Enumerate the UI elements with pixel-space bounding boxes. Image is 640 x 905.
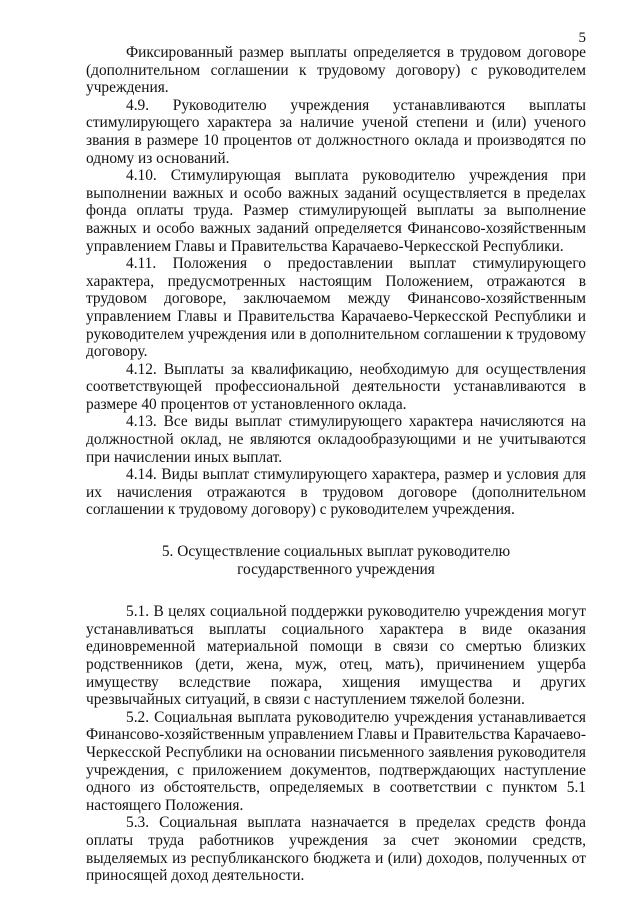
paragraph-fixed-payment: Фиксированный размер выплаты определяется в трудовом договоре (дополнительном соглашении к трудовому договору) с руководителем учреждения. (86, 44, 586, 97)
paragraph-4-9: 4.9. Руководителю учреждения устанавливаются выплаты стимулирующего характера за наличие ученой степени и (или) ученого звания в размере 10 процентов от должностного оклада и производятся по одному из оснований. (86, 96, 586, 167)
paragraph-4-14: 4.14. Виды выплат стимулирующего характера, размер и условия для их начисления отражаются в трудовом договоре (дополнительном соглашении к трудовому договору) с руководителем учреждения. (86, 466, 586, 519)
paragraph-4-11: 4.11. Положения о предоставлении выплат стимулирующего характера, предусмотренных настоящим Положением, отражаются в трудовом договоре, заключаемом между Финансово-хозяйственным управлением Главы и Правительства Карачаево-Черкесской Республики и руководителем учреждения или в дополнительном соглашении к трудовому договору. (86, 255, 586, 361)
paragraph-5-3: 5.3. Социальная выплата назначается в пределах средств фонда оплаты труда работников учреждения за счет экономии средств, выделяемых из республиканского бюджета и (или) доходов, полученных от приносящей доход деятельности. (86, 814, 586, 885)
section-heading-line2: государственного учреждения (237, 560, 435, 578)
paragraph-5-2: 5.2. Социальная выплата руководителю учреждения устанавливается Финансово-хозяйственным управлением Главы и Правительства Карачаево-Черкесской Республики на основании письменного заявления руководителя учреждения, с приложением документов, подтверждающих наступление одного из обстоятельств, определяемых в соответствии с пунктом 5.1 настоящего Положения. (86, 708, 586, 814)
document-body (86, 44, 586, 885)
paragraph-4-12: 4.12. Выплаты за квалификацию, необходимую для осуществления соответствующей профессиональной деятельности устанавливаются в размере 40 процентов от установленного оклада. (86, 360, 586, 413)
section-heading (86, 543, 586, 578)
page-number: 5 (578, 30, 586, 46)
paragraph-5-1: 5.1. В целях социальной поддержки руководителю учреждения могут устанавливаться выплаты социального характера в виде оказания единовременной материальной помощи в связи со смертью близких родственников (дети, жена, муж, отец, мать), причинением ущерба имуществу вследствие пожара, хищения имущества и других чрезвычайных ситуаций, в связи с наступлением тяжелой болезни. (86, 603, 586, 709)
section-heading-line1: 5. Осуществление социальных выплат руководителю (161, 543, 511, 561)
paragraph-4-13: 4.13. Все виды выплат стимулирующего характера начисляются на должностной оклад, не являются окладообразующими и не учитываются при начислении иных выплат. (86, 413, 586, 466)
paragraph-4-10: 4.10. Стимулирующая выплата руководителю учреждения при выполнении важных и особо важных заданий осуществляется в пределах фонда оплаты труда. Размер стимулирующей выплаты за выполнение важных и особо важных заданий определяется Финансово-хозяйственным управлением Главы и Правительства Карачаево-Черкесской Республики. (86, 167, 586, 255)
